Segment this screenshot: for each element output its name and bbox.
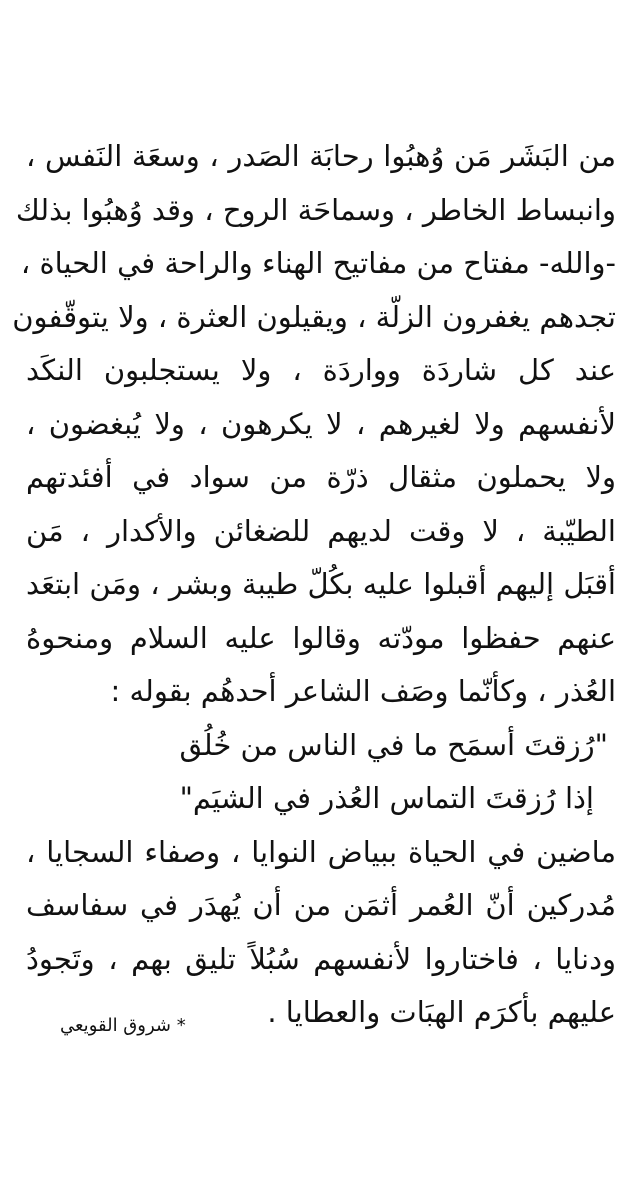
- article-line: عنهم حفظوا مودّته وقالوا عليه السلام ومنحوهُ: [26, 620, 616, 655]
- poem-verse-line: إذا رُزقتَ التماس العُذر في الشيَم": [179, 781, 594, 815]
- article-line: الطيّبة ، لا وقت لديهم للضغائن والأكدار ، مَن: [26, 513, 616, 548]
- poem-verse-line: "رُزقتَ أسمَح ما في الناس من خُلُق: [179, 727, 608, 762]
- article-line: من البَشَر مَن وُهبُوا رحابَة الصَدر ، وسعَة النَفس ،: [26, 139, 616, 173]
- article-line: ولا يحملون مثقال ذرّة من سواد في أفئدتهم: [26, 460, 616, 494]
- article-body: [12, 130, 616, 1040]
- article-line: تجدهم يغفرون الزلّة ، ويقيلون العثرة ، ولا يتوقّفون: [12, 299, 616, 334]
- article-line: عليهم بأكرَم الهبَات والعطايا .: [267, 995, 616, 1029]
- article-line: عند كل شاردَة وواردَة ، ولا يستجلبون النكَد: [26, 353, 616, 387]
- article-line: -والله- مفتاح من مفاتيح الهناء والراحة في الحياة ،: [20, 246, 616, 280]
- article-line: لأنفسهم ولا لغيرهم ، لا يكرهون ، ولا يُبغضون ،: [26, 406, 616, 441]
- article-line: وانبساط الخاطر ، وسماحَة الروح ، وقد وُهبُوا بذلك: [15, 192, 616, 227]
- article-line: أقبَل إليهم أقبلوا عليه بكُلّ طيبة وبشر ، ومَن ابتعَد: [26, 567, 616, 601]
- author-signature: * شروق القويعي: [60, 1015, 186, 1036]
- article-line: ماضين في الحياة ببياض النوايا ، وصفاء السجايا ،: [26, 834, 616, 869]
- article-line: العُذر ، وكأنّما وصَف الشاعر أحدهُم بقوله :: [110, 674, 616, 708]
- article-line: ودنايا ، فاختاروا لأنفسهم سُبُلاً تليق بهم ، وتَجودُ: [26, 941, 616, 976]
- article-line: مُدركين أنّ العُمر أثمَن من أن يُهدَر في سفاسف: [26, 888, 616, 922]
